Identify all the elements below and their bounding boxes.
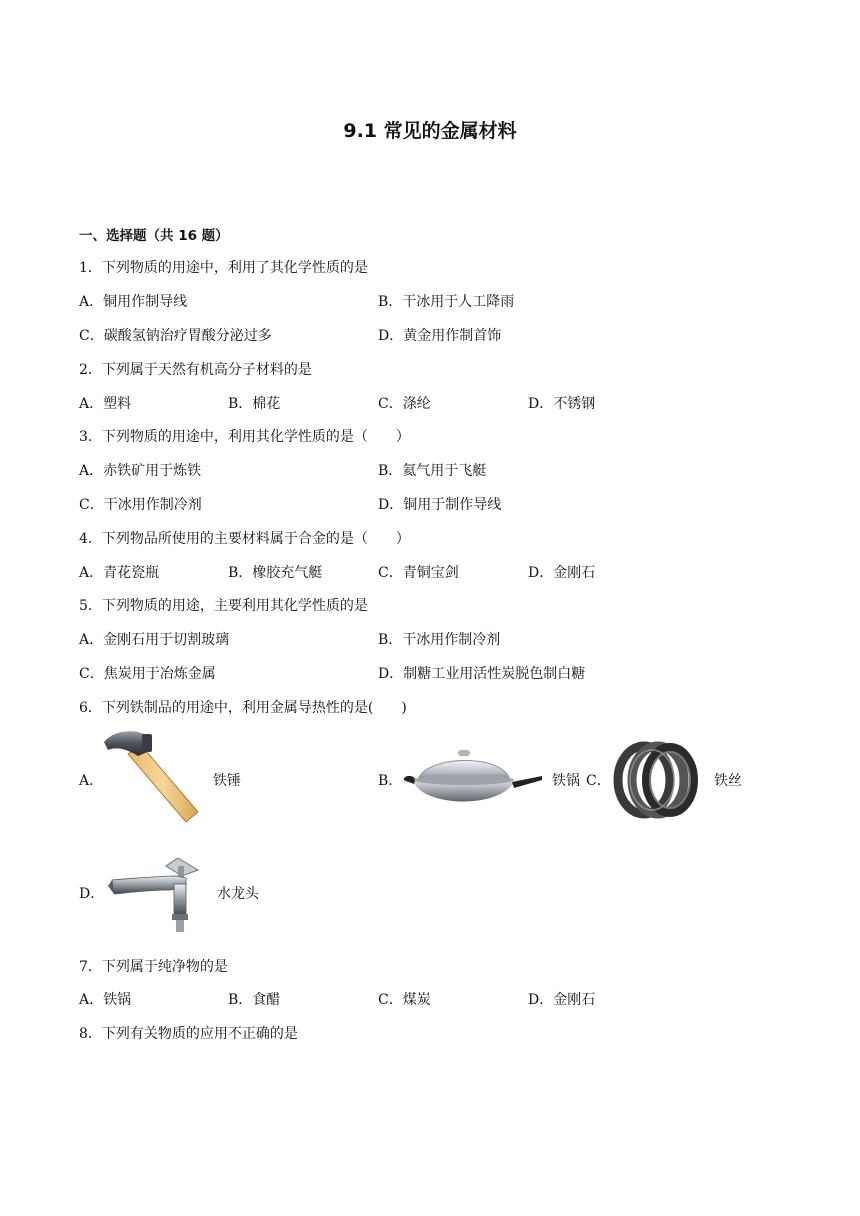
question-8-stem: 8．下列有关物质的应用不正确的是 [79,1026,298,1042]
question-2-option-b[interactable]: B．棉花 [228,396,281,412]
question-2-stem: 2．下列属于天然有机高分子材料的是 [79,362,312,378]
wire-coil-icon [612,740,698,820]
question-6-option-c[interactable]: C． [586,773,611,789]
question-4-option-a[interactable]: A．青花瓷瓶 [79,565,160,581]
question-7-stem: 7．下列属于纯净物的是 [79,959,228,975]
faucet-icon [106,852,210,934]
question-6-option-c-label: 铁丝 [714,773,742,789]
question-2-option-d[interactable]: D．不锈钢 [528,396,596,412]
question-1-stem: 1．下列物质的用途中，利用了其化学性质的是 [79,260,368,276]
question-3-option-b[interactable]: B．氦气用于飞艇 [378,463,487,479]
question-4-option-b[interactable]: B．橡胶充气艇 [228,565,323,581]
question-2-option-c[interactable]: C．涤纶 [378,396,431,412]
question-3-option-d[interactable]: D．铜用于制作导线 [378,497,502,513]
question-5-stem: 5．下列物质的用途，主要利用其化学性质的是 [79,598,368,614]
question-4-option-d[interactable]: D．金刚石 [528,565,596,581]
question-5-option-a[interactable]: A．金刚石用于切割玻璃 [79,632,230,648]
wok-icon [402,742,544,814]
question-7-option-c[interactable]: C．煤炭 [378,992,431,1008]
hammer-icon [98,728,206,826]
question-5-option-c[interactable]: C．焦炭用于冶炼金属 [79,666,216,682]
question-6-option-d-label: 水龙头 [217,886,259,902]
question-6-option-a-label: 铁锤 [213,773,241,789]
question-6-option-b[interactable]: B． [378,773,403,789]
question-6-option-a[interactable]: A． [79,773,104,789]
question-3-option-a[interactable]: A．赤铁矿用于炼铁 [79,463,202,479]
question-4-stem: 4．下列物品所使用的主要材料属于合金的是（ ） [79,531,410,547]
question-7-option-a[interactable]: A．铁锅 [79,992,132,1008]
question-1-option-b[interactable]: B．干冰用于人工降雨 [378,294,515,310]
question-6-stem: 6．下列铁制品的用途中，利用金属导热性的是( ) [79,700,407,716]
question-1-option-a[interactable]: A．铜用作制导线 [79,294,188,310]
question-5-option-b[interactable]: B．干冰用作制冷剂 [378,632,501,648]
question-1-option-d[interactable]: D．黄金用作制首饰 [378,328,502,344]
question-7-option-b[interactable]: B．食醋 [228,992,281,1008]
page-title: 9.1 常见的金属材料 [343,120,517,142]
section-heading: 一、选择题（共 16 题） [79,228,229,244]
question-6-option-b-label: 铁锅 [552,773,580,789]
question-3-stem: 3．下列物质的用途中，利用其化学性质的是（ ） [79,429,410,445]
question-7-option-d[interactable]: D．金刚石 [528,992,596,1008]
question-6-option-d[interactable]: D． [79,886,105,902]
question-4-option-c[interactable]: C．青铜宝剑 [378,565,459,581]
question-1-option-c[interactable]: C．碳酸氢钠治疗胃酸分泌过多 [79,328,272,344]
question-5-option-d[interactable]: D．制糖工业用活性炭脱色制白糖 [378,666,586,682]
question-3-option-c[interactable]: C．干冰用作制冷剂 [79,497,202,513]
question-2-option-a[interactable]: A．塑料 [79,396,132,412]
